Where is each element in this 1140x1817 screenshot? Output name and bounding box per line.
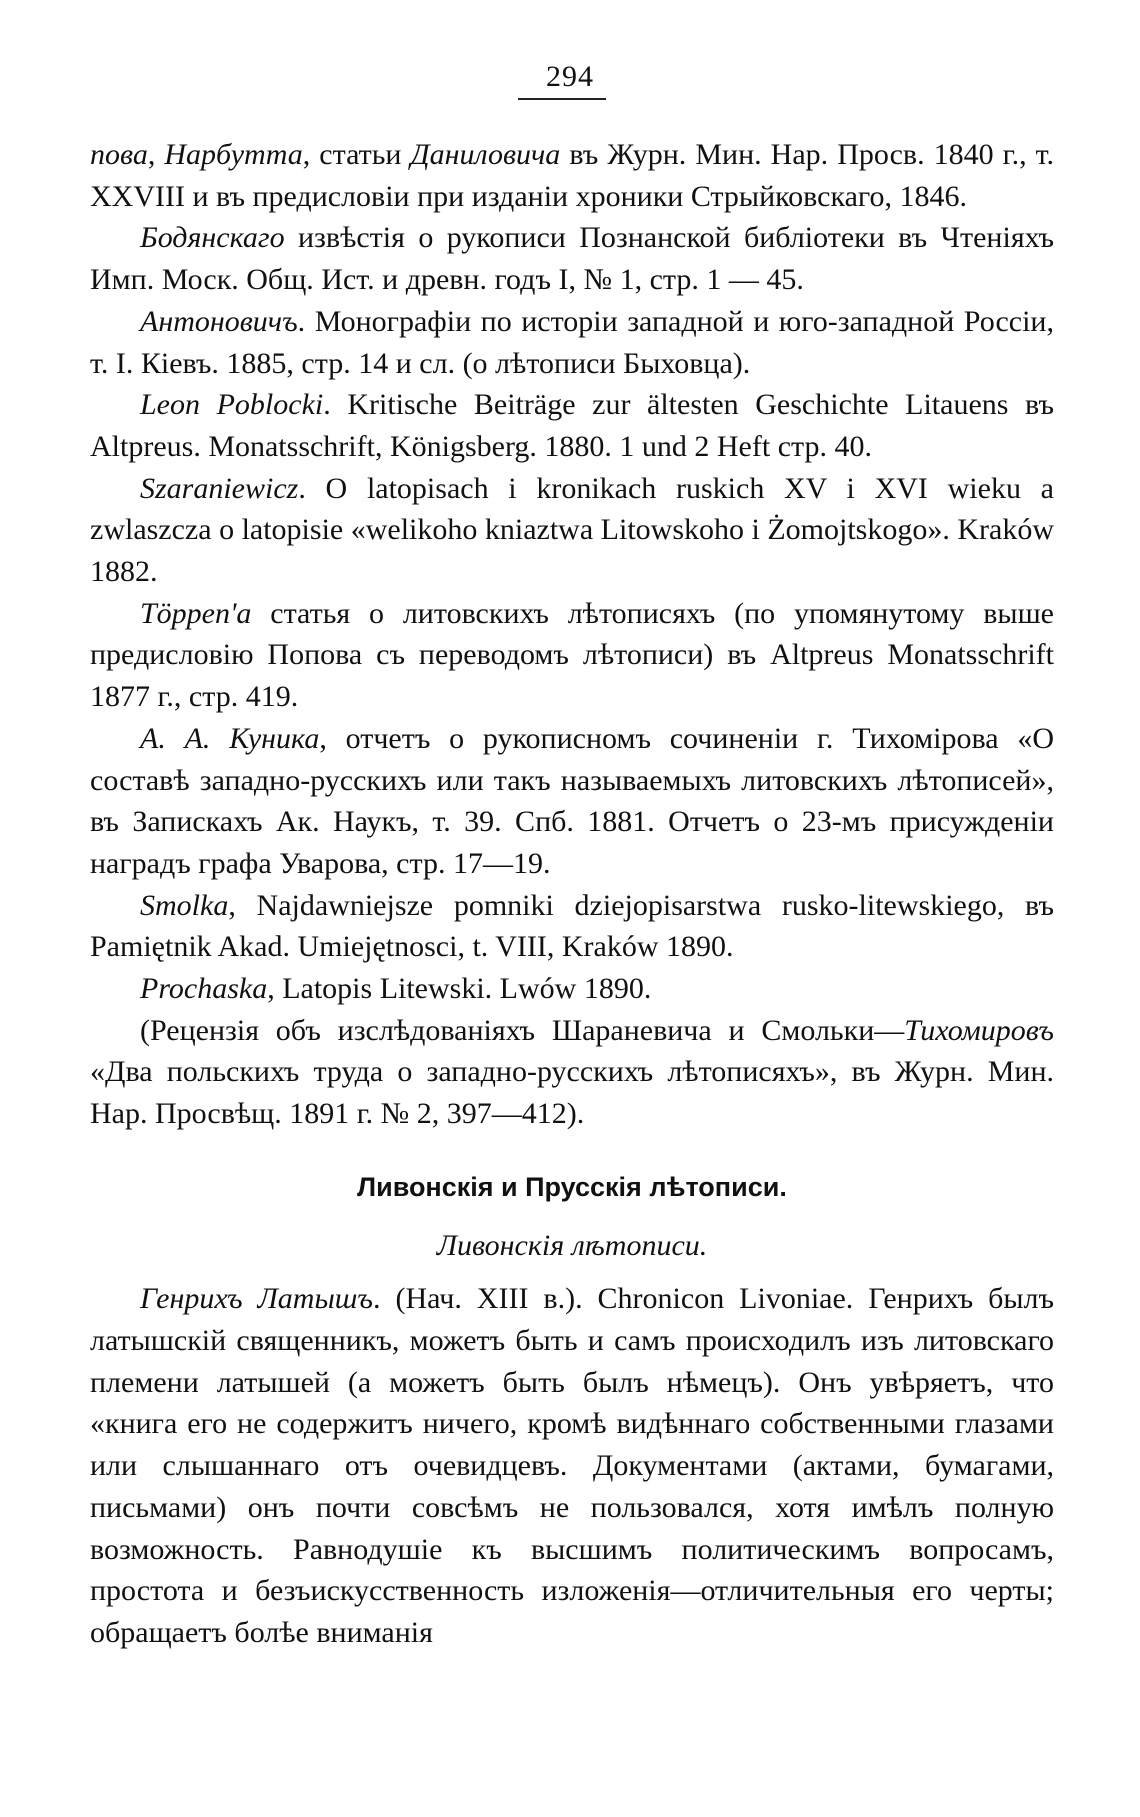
text-run: , статьи: [302, 138, 411, 171]
entry-text: , отчетъ о рукописномъ сочиненіи г. Тихомірова «О составѣ западно-русскихъ или такъ называемыхъ литовскихъ лѣтописей», въ Запискахъ Ак. Наукъ, т. 39. Спб. 1881. Отчетъ о 23-мъ присужденіи наградъ графа Уварова, стр. 17—19.: [90, 721, 1054, 880]
entry-text: , Najdawniejsze pomniki dziejopisarstwa rusko-litewskiego, въ Pamiętnik Akad. Umiejętnosci, t. VIII, Kraków 1890.: [90, 888, 1054, 964]
entry-text: (Рецензія объ изслѣдованіяхъ Шараневича и Смольки—: [140, 1013, 905, 1047]
author-name: Töppen'а: [140, 596, 252, 630]
bibliography-entry: [90, 968, 1054, 1010]
paragraph-text: . (Нач. XIII в.). Chronicon Livoniae. Генрихъ былъ латышскій священникъ, можетъ быть и самъ происходилъ изъ литовскаго племени латышей (а можетъ быть былъ нѣмецъ). Онъ увѣряетъ, что «книга его не содержитъ ничего, кромѣ видѣннаго собственными глазами или слышаннаго отъ очевидцевъ. Документами (актами, бумагами, письмами) онъ почти совсѣмъ не пользовался, хотя имѣлъ полную возможность. Равнодушіе къ высшимъ политическимъ вопросамъ, простота и безъискусственность изложенія—отличительныя его черты; обращаетъ болѣе вниманія: [90, 1282, 1054, 1649]
section-heading: Ливонскія и Прусскія лѣтописи.: [357, 1171, 787, 1202]
entry-text: . Монографіи по исторіи западной и юго-западной Россіи, т. I. Кіевъ. 1885, стр. 14 и сл. (о лѣтописи Быховца).: [90, 304, 1054, 380]
entry-text: извѣстія о рукописи Познанской библіотеки въ Чтеніяхъ Имп. Моск. Общ. Ист. и древн. годъ I, № 1, стр. 1 — 45.: [90, 221, 1054, 297]
author-name: Генрихъ Латышъ: [140, 1282, 373, 1316]
author-name: Тихомировъ: [904, 1013, 1054, 1047]
entry-continued: [90, 134, 1054, 217]
author-name: Smolka: [140, 888, 229, 922]
text-run: въ Журн. Мин. Нар. Просв. 1840 г., т. XXVIII и въ предисловіи при изданіи хроники Стрыйковскаго, 1846.: [90, 138, 1054, 213]
bibliography-entry: [90, 718, 1054, 885]
page-number-rule: [518, 98, 606, 100]
bibliography-entry: [90, 217, 1054, 300]
author-name: Антоновичъ: [140, 304, 298, 338]
bibliography-entry: [90, 384, 1054, 467]
page-text: [90, 134, 1054, 1654]
author-name: А. А. Куника: [140, 721, 320, 755]
bibliography-entry: [90, 1010, 1054, 1135]
bibliography-entry: [90, 885, 1054, 968]
author-name: пова: [90, 138, 148, 171]
bibliography-entry: [90, 301, 1054, 384]
entry-text: . O latopisach i kronikach ruskich XV i XVI wieku a zwlaszcza o latopisie «welikoho kniaztwa Litowskoho i Żomojtskogo». Kraków 1882.: [90, 471, 1054, 589]
text-run: ,: [147, 138, 165, 171]
bibliography-entry: [90, 593, 1054, 718]
body-paragraph: [90, 1278, 1054, 1653]
author-name: Нарбутта: [164, 138, 303, 171]
entry-text: , Latopis Litewski. Lwów 1890.: [267, 972, 652, 1006]
entry-text: «Два польскихъ труда о западно-русскихъ лѣтописяхъ», въ Журн. Мин. Нар. Просвѣщ. 1891 г. № 2, 397—412).: [90, 1055, 1054, 1131]
subsection-heading: Ливонскія лѣтописи.: [436, 1228, 708, 1262]
page-number: 294: [546, 60, 594, 93]
author-name: Prochaska: [140, 972, 268, 1006]
author-name: Бодянскаго: [140, 221, 285, 255]
author-name: Даниловича: [410, 138, 561, 171]
author-name: Leon Poblocki: [140, 388, 324, 422]
bibliography-entry: [90, 468, 1054, 593]
entry-text: . Kritische Beiträge zur ältesten Geschichte Litauens въ Altpreus. Monatsschrift, Königsberg. 1880. 1 und 2 Heft стр. 40.: [90, 388, 1054, 463]
entry-text: статья о литовскихъ лѣтописяхъ (по упомянутому выше предисловію Попова съ переводомъ лѣтописи) въ Altpreus Monatsschrift 1877 г., стр. 419.: [90, 596, 1054, 714]
author-name: Szaraniewicz: [140, 471, 299, 505]
